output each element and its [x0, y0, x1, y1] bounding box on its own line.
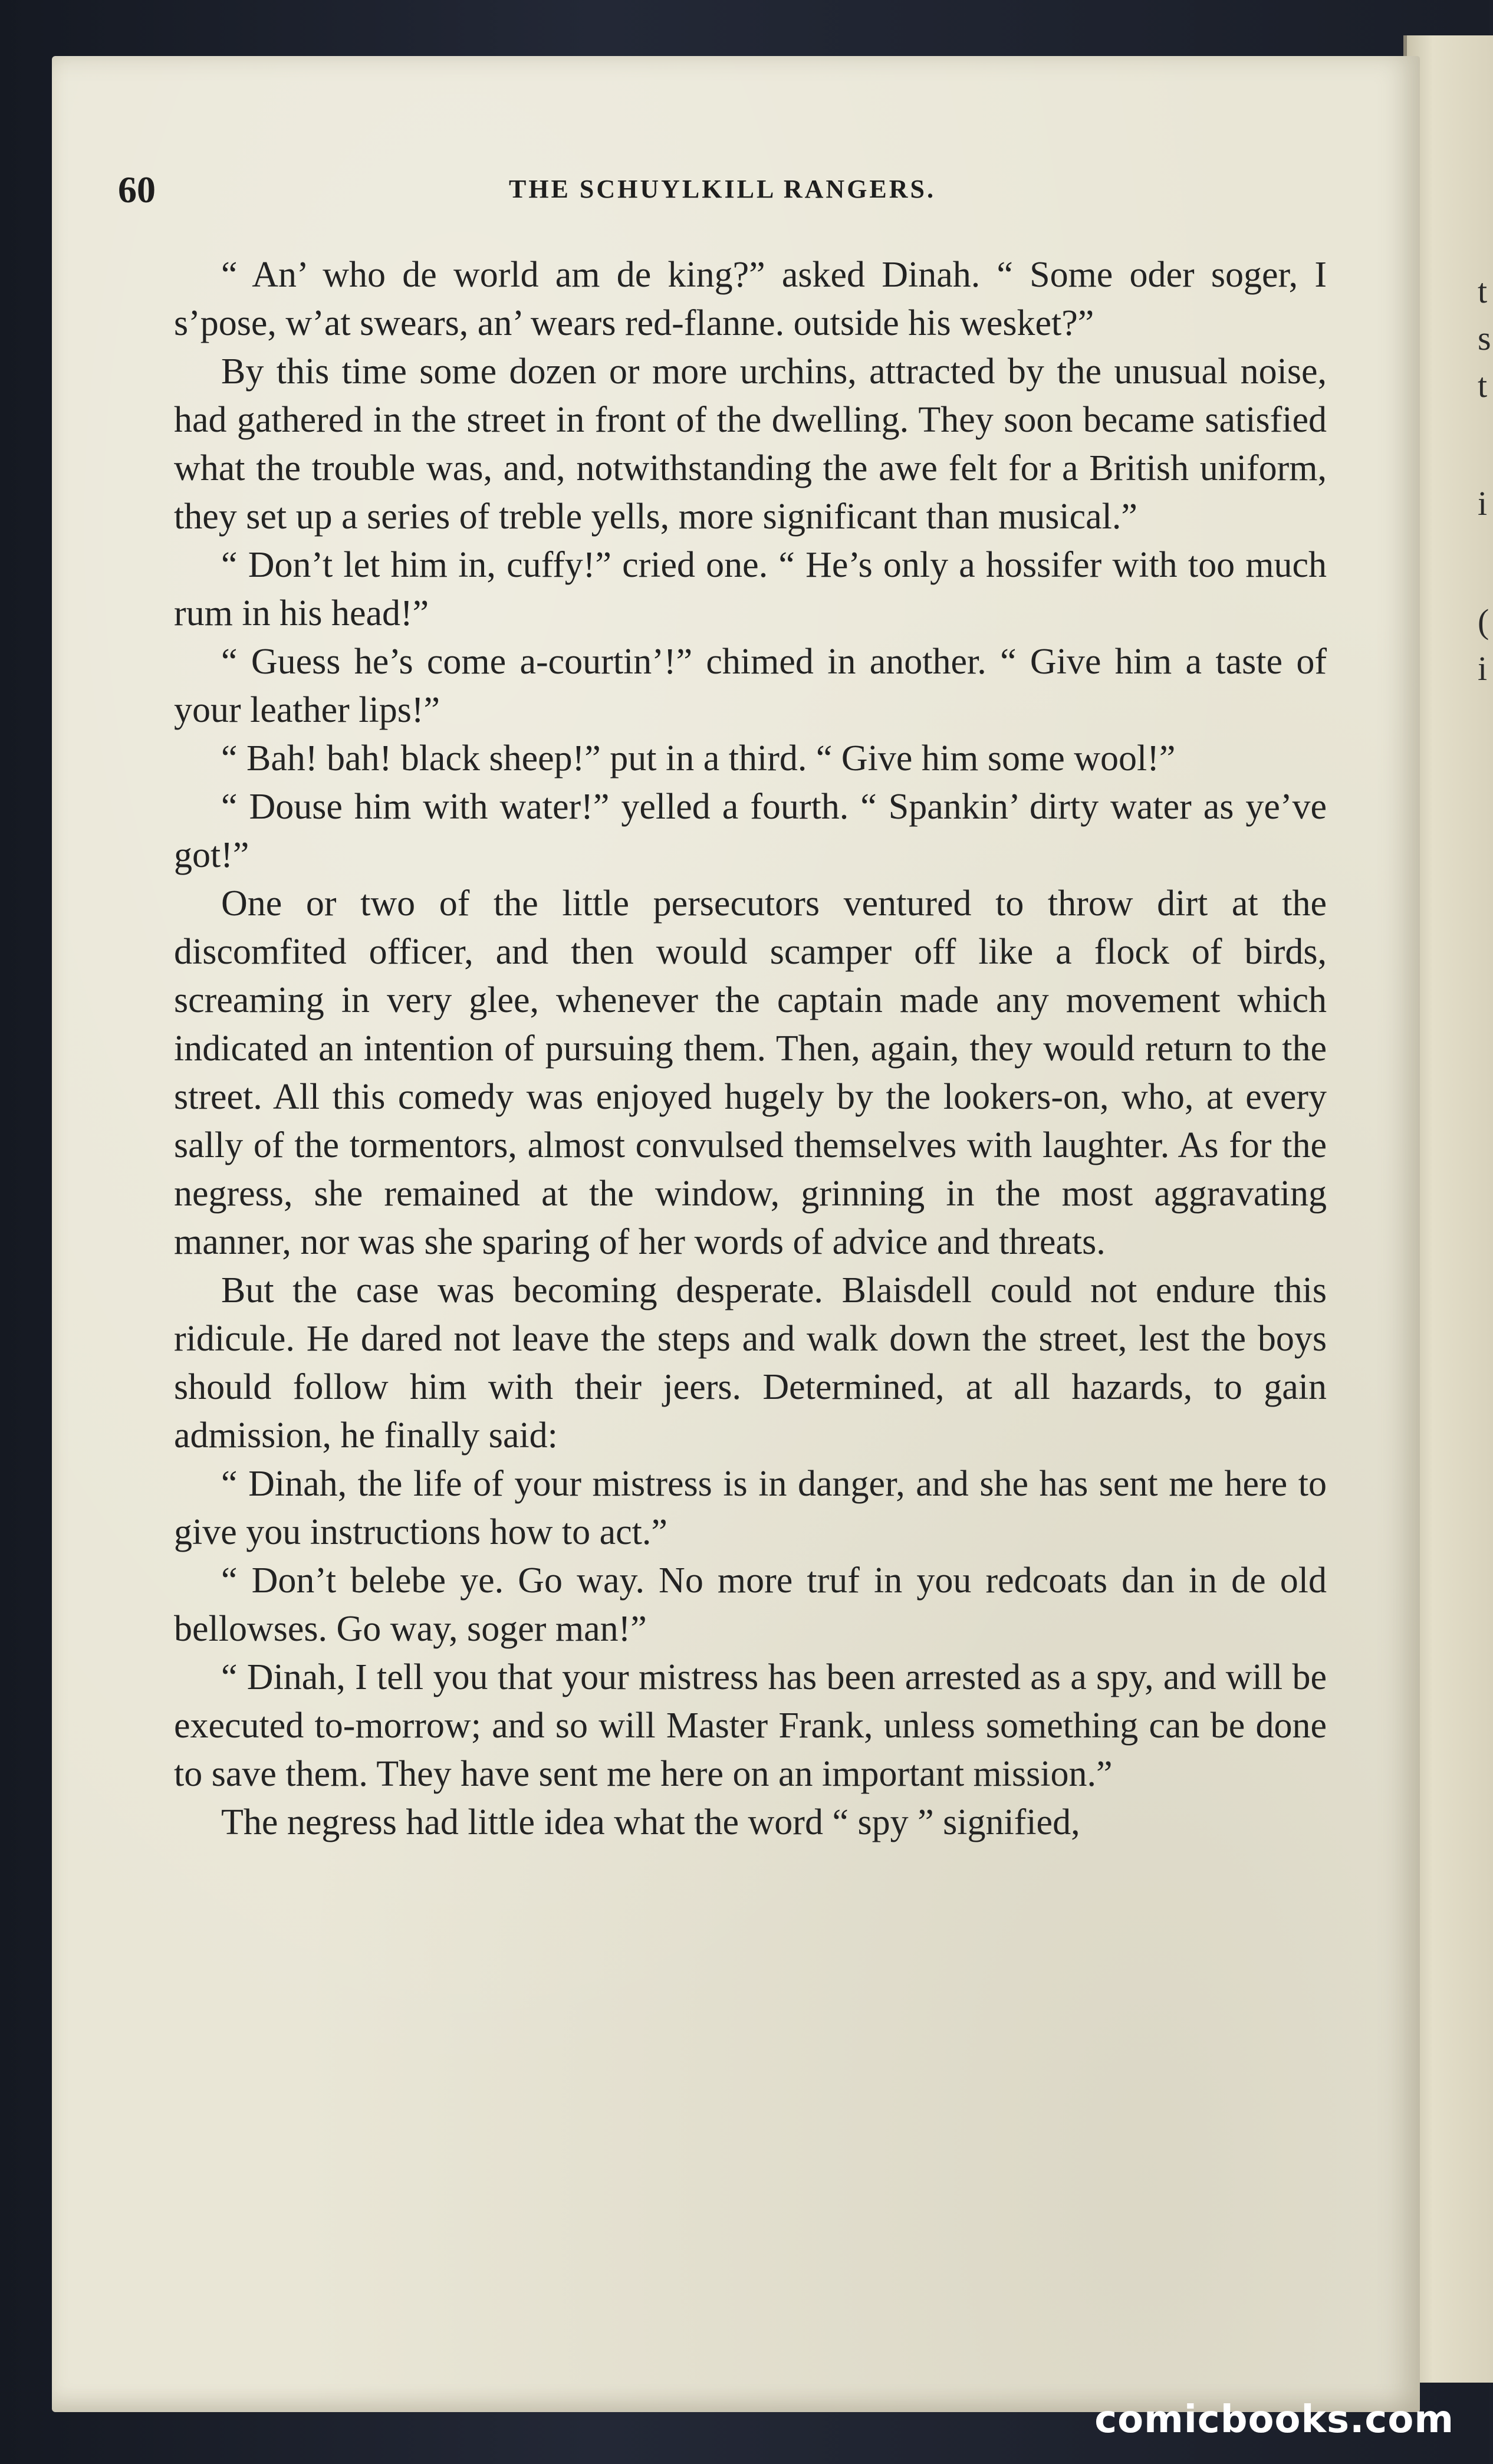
adjacent-page-text: ( — [1478, 602, 1489, 640]
watermark: comicbooks.com — [1094, 2398, 1454, 2442]
adjacent-page-text: i — [1478, 649, 1488, 688]
paragraph: “ Don’t belebe ye. Go way. No more truf in you redcoats dan in de old bellowses. Go way, soger man!” — [174, 1560, 1327, 1649]
paragraph: “ Don’t let him in, cuffy!” cried one. “ He’s only a hossifer with too much rum in his head!” — [174, 545, 1327, 633]
paragraph: “ Bah! bah! black sheep!” put in a third. “ Give him some wool!” — [221, 738, 1176, 778]
paragraph: One or two of the little persecutors ventured to throw dirt at the discomfited officer, and then would scamper off like a flock of birds, screaming in very glee, whenever the captain made any movement which indicated an intention of pursuing them. Then, again, they would return to the street. All this comedy was enjoyed hugely by the lookers-on, who, at every sally of the tormentors, almost convulsed themselves with laughter. As for the negress, she remained at the window, grinning in the most aggravating manner, nor was she sparing of her words of advice and threats. — [174, 883, 1327, 1262]
adjacent-page-text: i — [1478, 484, 1488, 523]
adjacent-page-text: t — [1478, 366, 1488, 405]
paragraph: “ Dinah, I tell you that your mistress has been arrested as a spy, and will be executed to-morrow; and so will Master Frank, unless something can be done to save them. They have sent me here on an important mission.” — [174, 1657, 1327, 1794]
page-header — [118, 168, 1327, 209]
paragraph: “ Guess he’s come a-courtin’!” chimed in another. “ Give him a taste of your leather lips!” — [174, 642, 1327, 730]
adjacent-page-text: s — [1478, 319, 1491, 357]
paragraph: “ An’ who de world am de king?” asked Dinah. “ Some oder soger, I s’pose, w’at swears, an’ wears red-flanne. outside his wesket?” — [174, 255, 1327, 343]
adjacent-page-text: t — [1478, 272, 1488, 310]
paragraph: But the case was becoming desperate. Blaisdell could not endure this ridicule. He dared not leave the steps and walk down the street, lest the boys should follow him with their jeers. Determined, at all hazards, to gain admission, he finally said: — [174, 1270, 1327, 1456]
paragraph: The negress had little idea what the word “ spy ” signified, — [221, 1802, 1080, 1842]
page-body — [174, 251, 1327, 1847]
paragraph: “ Douse him with water!” yelled a fourth. “ Spankin’ dirty water as ye’ve got!” — [174, 787, 1327, 875]
paragraph: By this time some dozen or more urchins, attracted by the unusual noise, had gathered in the street in front of the dwelling. They soon became satisfied what the trouble was, and, notwithstanding the awe felt for a British uniform, they set up a series of treble yells, more significant than musical.” — [174, 351, 1327, 537]
running-head: THE SCHUYLKILL RANGERS. — [508, 175, 936, 203]
page-number: 60 — [118, 169, 156, 211]
paragraph: “ Dinah, the life of your mistress is in danger, and she has sent me here to give you instructions how to act.” — [174, 1464, 1327, 1552]
